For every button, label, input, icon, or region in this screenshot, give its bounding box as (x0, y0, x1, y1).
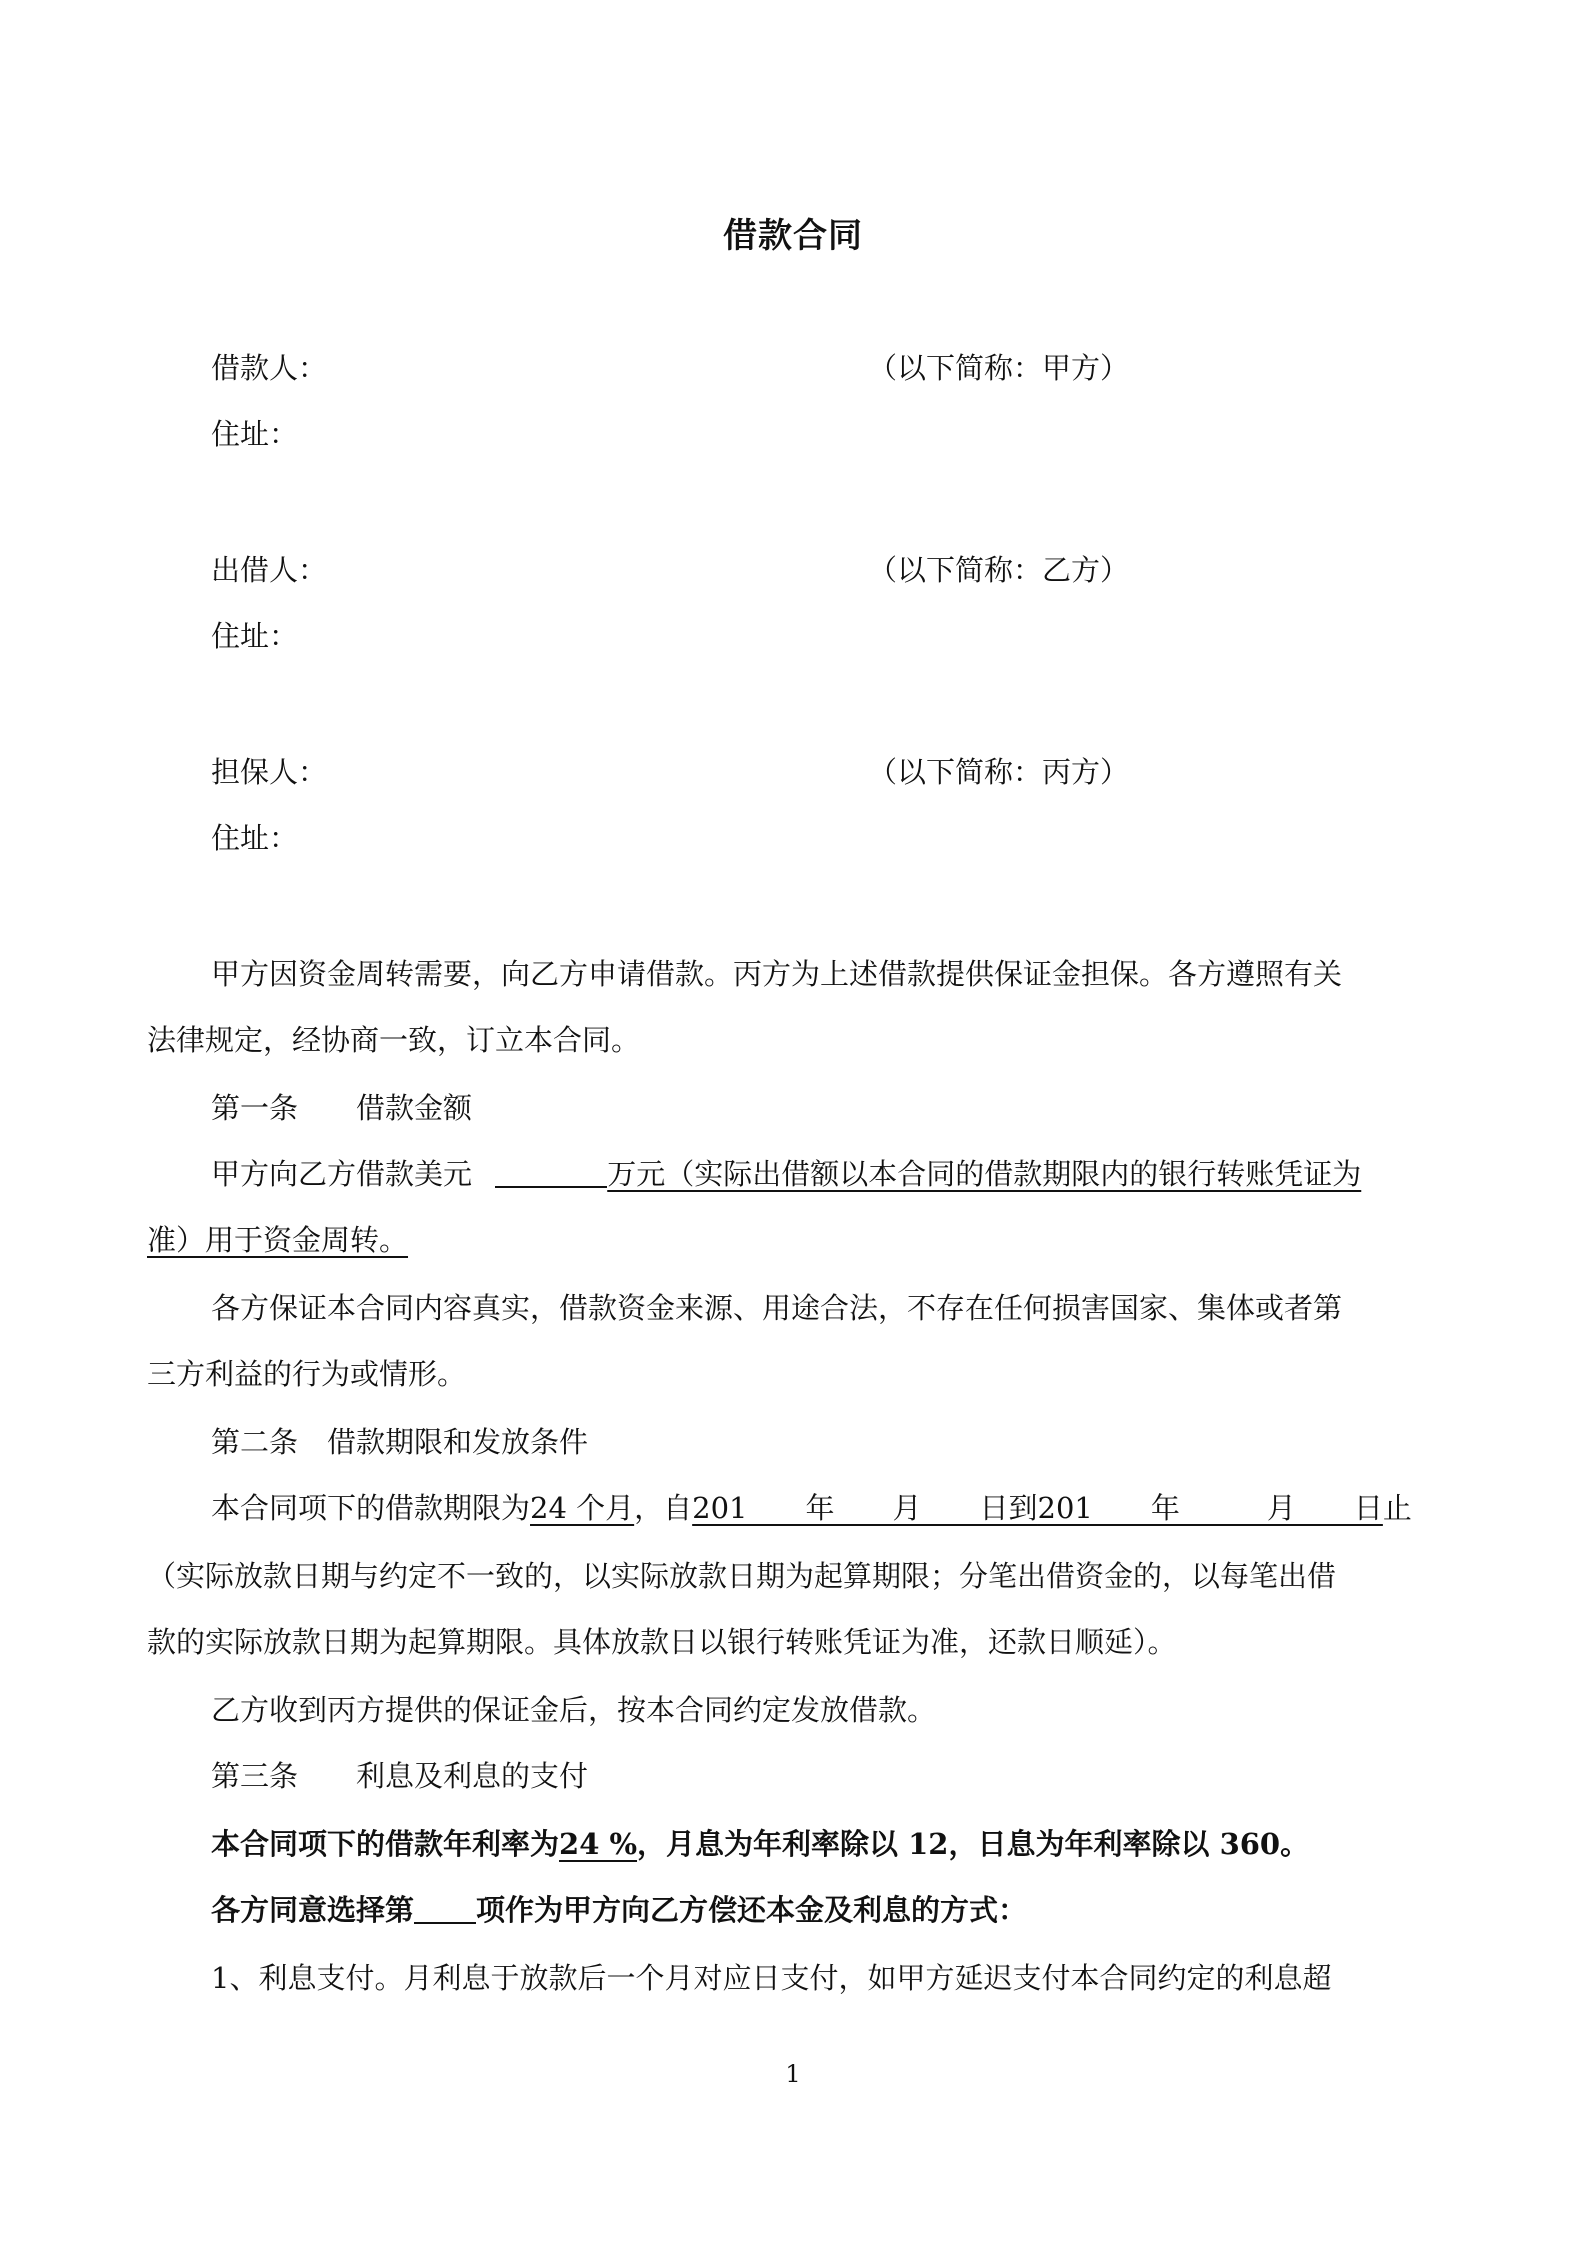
term-date-end: 201 年 月 日 (1037, 1491, 1383, 1525)
term-date-start: 201 年 月 日到 (692, 1491, 1038, 1525)
term-months: 24 个月 (530, 1491, 635, 1525)
term-from: ，自 (634, 1491, 693, 1525)
choice-prefix: 各方同意选择第 (211, 1893, 415, 1927)
rate-value: 24 % (559, 1827, 638, 1861)
article-3-item-1: 1、利息支付。月利息于放款后一个月对应日支付，如甲方延迟支付本合同约定的利息超 (211, 1961, 1332, 1995)
article-2-note-line-1: （实际放款日期与约定不一致的，以实际放款日期为起算期限；分笔出借资金的，以每笔出借 (147, 1559, 1337, 1593)
article-3-choice-line (211, 1890, 1027, 1930)
rate-prefix: 本合同项下的借款年利率为 (211, 1827, 560, 1861)
lender-label: 出借人： (211, 553, 328, 587)
amount-text: 万元（实际出借额以本合同的借款期限内的银行转账凭证为 (607, 1157, 1362, 1191)
preamble-line-1: 甲方因资金周转需要，向乙方申请借款。丙方为上述借款提供保证金担保。各方遵照有关 (211, 957, 1343, 991)
guarantor-label: 担保人： (211, 755, 328, 789)
choice-blank (414, 1892, 476, 1924)
article-1-amount-line-2: 准）用于资金周转。 (147, 1223, 409, 1257)
preamble-line-2: 法律规定，经协商一致，订立本合同。 (147, 1023, 641, 1057)
article-2-release: 乙方收到丙方提供的保证金后，按本合同约定发放借款。 (211, 1693, 937, 1727)
article-1-guarantee-line-2: 三方利益的行为或情形。 (147, 1357, 467, 1391)
lender-address-label: 住址： (211, 619, 299, 653)
page-number: 1 (785, 2060, 801, 2088)
borrower-label: 借款人： (211, 351, 328, 385)
document-title: 借款合同 (723, 216, 863, 256)
rate-suffix: ，月息为年利率除以 12，日息为年利率除以 360。 (637, 1827, 1310, 1861)
article-1-heading: 第一条 借款金额 (211, 1091, 473, 1125)
borrower-address-label: 住址： (211, 417, 299, 451)
article-3-rate-line (211, 1824, 1309, 1864)
lender-alias: （以下简称：乙方） (868, 553, 1130, 587)
borrower-alias: （以下简称：甲方） (868, 351, 1130, 385)
article-2-term-line (211, 1488, 1412, 1528)
guarantor-alias: （以下简称：丙方） (868, 755, 1130, 789)
article-1-guarantee-line-1: 各方保证本合同内容真实，借款资金来源、用途合法，不存在任何损害国家、集体或者第 (211, 1291, 1343, 1325)
amount-prefix: 甲方向乙方借款美元 (211, 1157, 473, 1191)
article-3-heading: 第三条 利息及利息的支付 (211, 1759, 589, 1793)
amount-blank (495, 1156, 607, 1188)
article-2-heading: 第二条 借款期限和发放条件 (211, 1425, 589, 1459)
guarantor-address-label: 住址： (211, 821, 299, 855)
term-end: 止 (1382, 1491, 1412, 1525)
choice-suffix: 项作为甲方向乙方偿还本金及利息的方式： (476, 1893, 1028, 1927)
article-2-note-line-2: 款的实际放款日期为起算期限。具体放款日以银行转账凭证为准，还款日顺延）。 (147, 1625, 1177, 1659)
term-prefix: 本合同项下的借款期限为 (211, 1491, 531, 1525)
article-1-amount-line (211, 1154, 1361, 1194)
